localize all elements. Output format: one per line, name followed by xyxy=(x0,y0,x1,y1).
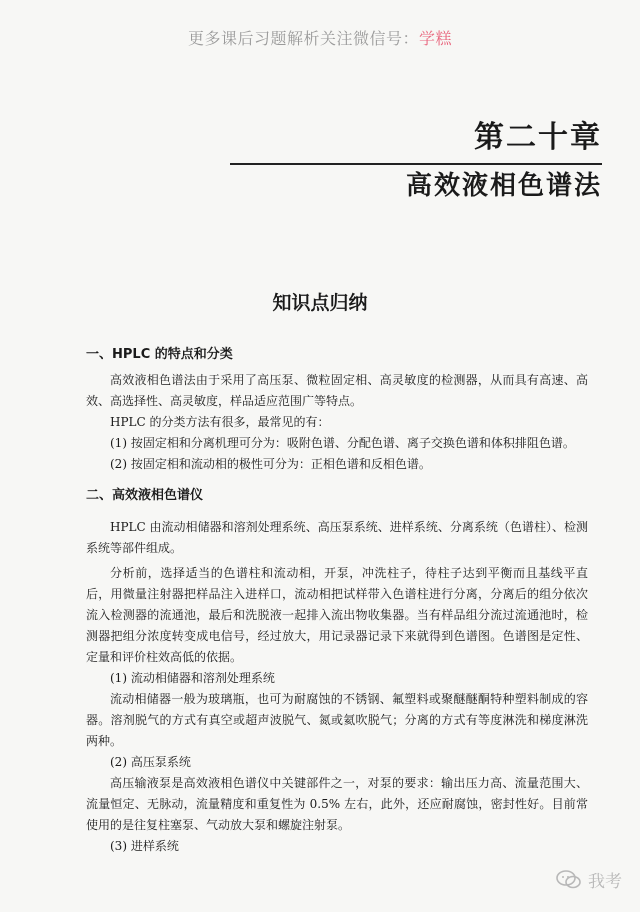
heading-hplc-features: 一、HPLC 的特点和分类 xyxy=(86,347,233,362)
banner-text: 更多课后习题解析关注微信号： xyxy=(187,29,419,48)
chapter-divider xyxy=(230,163,602,165)
paragraph: 高效液相色谱法由于采用了高压泵、微粒固定相、高灵敏度的检测器，从而具有高速、高效、高选择性、高灵敏度，样品适应范围广等特点。 xyxy=(86,373,588,408)
paragraph: 流动相储器一般为玻璃瓶，也可为耐腐蚀的不锈钢、氟塑料或聚醚醚酮特种塑料制成的容器。溶剂脱气的方式有真空或超声波脱气、氮或氦吹脱气；分离的方式有等度淋洗和梯度淋洗两种。 xyxy=(86,692,588,748)
watermark xyxy=(556,867,622,892)
subheading: (2) 高压泵系统 xyxy=(110,755,191,769)
watermark-text: 我考 xyxy=(588,872,622,892)
paragraph: HPLC 由流动相储器和溶剂处理系统、高压泵系统、进样系统、分离系统（色谱柱）、检测系统等部件组成。 xyxy=(86,520,588,555)
paragraph: 分析前，选择适当的色谱柱和流动相，开泵，冲洗柱子，待柱子达到平衡而且基线平直后，用微量注射器把样品注入进样口，流动相把试样带入色谱柱进行分离，分离后的组分依次流入检测器的流通池，最后和洗脱液一起排入流出物收集器。当有样品组分流过流通池时，检测器把组分浓度转变成电信号，经过放大，用记录器记录下来就得到色谱图。色谱图是定性、定量和评价柱效高低的依据。 xyxy=(86,566,588,664)
chapter-number: 第二十章 xyxy=(474,120,602,155)
paragraph: (1) 按固定相和分离机理可分为：吸附色谱、分配色谱、离子交换色谱和体积排阻色谱。 xyxy=(110,436,575,450)
content-body xyxy=(86,344,588,857)
paragraph: (2) 按固定相和流动相的极性可分为：正相色谱和反相色谱。 xyxy=(110,457,431,471)
heading-hplc-instrument: 二、高效液相色谱仪 xyxy=(86,488,204,503)
section-title: 知识点归纳 xyxy=(272,292,368,314)
subheading: (3) 进样系统 xyxy=(110,839,179,853)
top-banner xyxy=(0,26,640,49)
subheading: (1) 流动相储器和溶剂处理系统 xyxy=(110,671,275,685)
paragraph: HPLC 的分类方法有很多，最常见的有： xyxy=(110,415,330,429)
chapter-number-block xyxy=(474,118,602,158)
wechat-icon xyxy=(556,869,582,891)
banner-account: 学糕 xyxy=(419,29,453,48)
paragraph: 高压输液泵是高效液相色谱仪中关键部件之一，对泵的要求：输出压力高、流量范围大、流量恒定、无脉动，流量精度和重复性为 0.5% 左右，此外，还应耐腐蚀，密封性好。目前常使用的是往复柱塞泵、气动放大泵和螺旋注射泵。 xyxy=(86,776,588,832)
chapter-title: 高效液相色谱法 xyxy=(405,171,602,201)
